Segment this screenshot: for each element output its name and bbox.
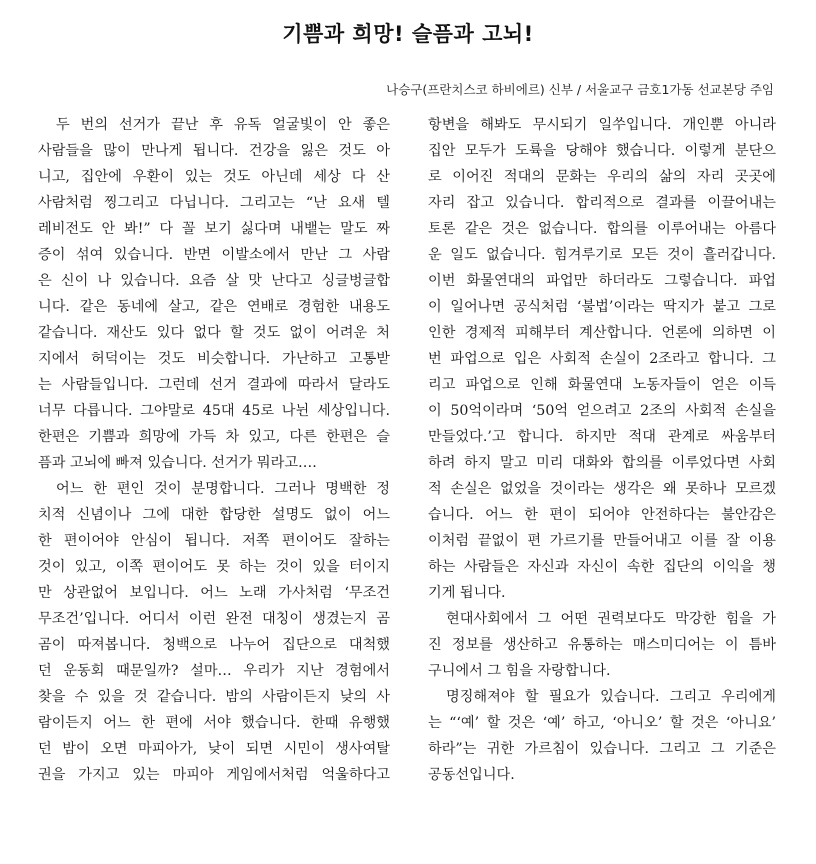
text-line: 람이든지 어느 한 편에 서야 했습니다. 한때 유행했: [38, 715, 390, 731]
text-line: 로 이어진 적대의 문화는 우리의 삶의 자리 곳곳에: [428, 169, 776, 185]
text-line: 던 운동회 때문일까? 설마… 우리가 지난 경험에서: [38, 663, 390, 679]
text-line: 현대사회에서 그 어떤 권력보다도 막강한 힘을 가: [446, 611, 776, 627]
text-line: 어느 한 편인 것이 분명합니다. 그러나 명백한 정: [56, 481, 390, 497]
author-byline: 나승구(프란치스코 하비에르) 신부 / 서울교구 금호1가동 선교본당 주임: [386, 82, 774, 97]
text-line: 운 일도 없습니다. 힘겨루기로 모든 것이 흘러갑니다.: [428, 247, 776, 263]
text-line: 픔과 고뇌에 빠져 있습니다. 선거가 뭐라고….: [38, 455, 317, 471]
text-line: 집안 모두가 도륙을 당해야 했습니다. 이렇게 분단으: [428, 143, 776, 159]
text-line: 적 손실은 없었을 것이라는 생각은 왜 못하나 모르겠: [428, 481, 776, 497]
text-line: 니고, 집안에 우환이 있는 것도 아닌데 세상 다 산: [38, 169, 390, 185]
text-line: 같습니다. 재산도 있다 없다 할 것도 없이 어려운 처: [38, 325, 390, 341]
text-line: 항변을 해봐도 무시되기 일쑤입니다. 개인뿐 아니라: [428, 117, 776, 133]
text-line: 만 상관없어 보입니다. 어느 노래 가사처럼 ‘무조건: [38, 585, 390, 601]
text-line: 토론 같은 것은 없습니다. 합의를 이루어내는 아름다: [428, 221, 776, 237]
text-line: 공동선입니다.: [428, 767, 515, 783]
text-line: 이 일어나면 공식처럼 ‘불법’이라는 딱지가 붙고 그로: [428, 299, 776, 315]
text-line: 레비전도 안 봐!” 다 꼴 보기 싫다며 내뱉는 말도 짜: [38, 221, 390, 237]
text-line: 곰이 따져봅니다. 청백으로 나누어 집단으로 대척했: [38, 637, 390, 653]
text-line: 치적 신념이나 그에 대한 합당한 설명도 없이 어느: [38, 507, 390, 523]
text-line: 은 신이 나 있습니다. 요즘 살 맛 난다고 싱글벙글합: [38, 273, 390, 289]
text-line: 이 50억이라며 ‘50억 얻으려고 2조의 사회적 손실을: [428, 403, 776, 419]
text-line: 사람들을 많이 만나게 됩니다. 건강을 잃은 것도 아: [38, 143, 390, 159]
text-line: 던 밤이 오면 마피아가, 낮이 되면 시민이 생사여탈: [38, 741, 390, 757]
text-line: 명징해져야 할 필요가 있습니다. 그리고 우리에게: [446, 689, 776, 705]
text-line: 자리 잡고 있습니다. 합리적으로 결과를 이끌어내는: [428, 195, 776, 211]
text-line: 하려 하지 말고 미리 대화와 합의를 이루었다면 사회: [428, 455, 776, 471]
text-line: 번 파업으로 입은 사회적 손실이 2조라고 합니다. 그: [428, 351, 776, 367]
text-line: 는 사람들입니다. 그런데 선거 결과에 따라서 달라도: [38, 377, 390, 393]
text-line: 너무 다릅니다. 그야말로 45대 45로 나뉜 세상입니다.: [38, 403, 390, 419]
text-line: 것이 있고, 이쪽 편이어도 못 하는 것이 있을 터이지: [38, 559, 390, 575]
text-line: 기게 됩니다.: [428, 585, 506, 601]
text-line: 구니에서 그 힘을 자랑합니다.: [428, 663, 611, 679]
text-line: 이처럼 끝없이 편 가르기를 만들어내고 이를 잘 이용: [428, 533, 776, 549]
left-column: [38, 112, 390, 788]
text-line: 진 정보를 생산하고 유통하는 매스미디어는 이 틈바: [428, 637, 776, 653]
text-line: 하라”는 귀한 가르침이 있습니다. 그리고 그 기준은: [428, 741, 776, 757]
text-line: 두 번의 선거가 끝난 후 유독 얼굴빛이 안 좋은: [56, 117, 390, 133]
text-line: 이번 화물연대의 파업만 하더라도 그렇습니다. 파업: [428, 273, 776, 289]
text-line: 리고 파업으로 인해 화물연대 노동자들이 얻은 이득: [428, 377, 776, 393]
text-line: 니다. 같은 동네에 살고, 같은 연배로 경험한 내용도: [38, 299, 390, 315]
text-line: 는 “‘예’ 할 것은 ‘예’ 하고, ‘아니오’ 할 것은 ‘아니요’: [428, 715, 776, 731]
text-line: 만들었다.’고 합니다. 하지만 적대 관계로 싸움부터: [428, 429, 776, 445]
text-line: 하는 사람들은 자신과 자신이 속한 집단의 이익을 챙: [428, 559, 776, 575]
text-line: 인한 경제적 피해부터 계산합니다. 언론에 의하면 이: [428, 325, 776, 341]
right-column: [428, 112, 776, 788]
text-line: 찾을 수 있을 것 같습니다. 밤의 사람이든지 낮의 사: [38, 689, 390, 705]
text-line: 증이 섞여 있습니다. 반면 이발소에서 만난 그 사람: [38, 247, 390, 263]
text-line: 사람처럼 찡그리고 다닙니다. 그리고는 “난 요새 텔: [38, 195, 390, 211]
text-line: 지에서 허덕이는 것도 비슷합니다. 가난하고 고통받: [38, 351, 390, 367]
article-title: 기쁨과 희망! 슬픔과 고뇌!: [282, 22, 534, 46]
text-line: 습니다. 어느 한 편이 되어야 안전하다는 불안감은: [428, 507, 776, 523]
text-line: 무조건’입니다. 어디서 이런 완전 대칭이 생겼는지 곰: [38, 611, 390, 627]
text-line: 한 편이어야 안심이 됩니다. 저쪽 편이어도 잘하는: [38, 533, 390, 549]
text-line: 한편은 기쁨과 희망에 가득 차 있고, 다른 한편은 슬: [38, 429, 390, 445]
text-line: 권을 가지고 있는 마피아 게임에서처럼 억울하다고: [38, 767, 390, 783]
